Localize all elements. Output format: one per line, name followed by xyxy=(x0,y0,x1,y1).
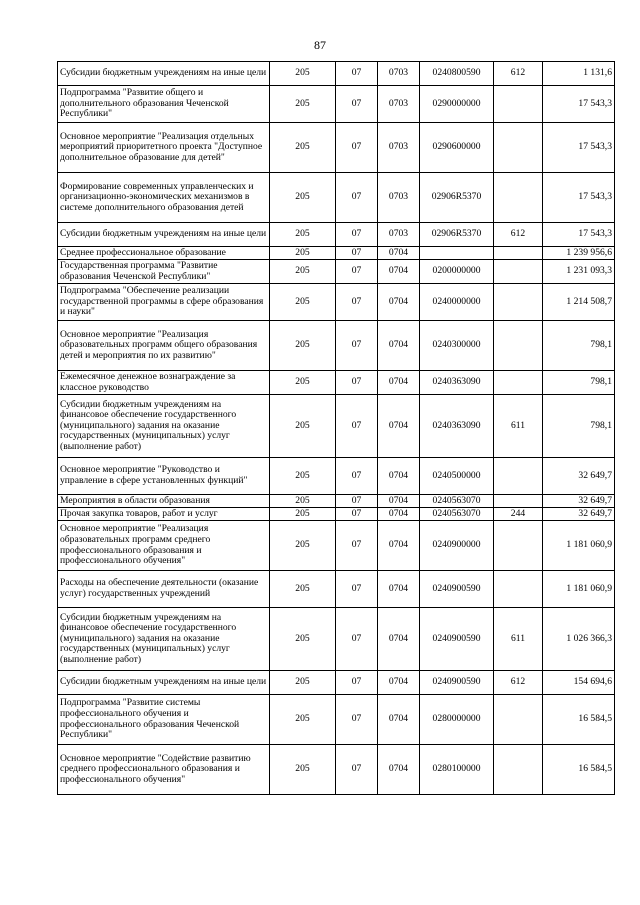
row-name: Подпрограмма "Развитие общего и дополнительного образования Чеченской Республики" xyxy=(58,86,270,123)
row-sum: 17 543,3 xyxy=(543,86,615,123)
table-row xyxy=(58,671,615,695)
row-sum: 1 214 508,7 xyxy=(543,284,615,321)
row-rz: 07 xyxy=(336,495,378,508)
row-csr: 0240800590 xyxy=(420,62,494,86)
row-name: Подпрограмма "Развитие системы профессионального обучения и профессионального образования Чеченской Республики" xyxy=(58,695,270,745)
row-prz: 0704 xyxy=(378,608,420,671)
row-csr: 0280100000 xyxy=(420,745,494,795)
row-rz: 07 xyxy=(336,745,378,795)
table-row xyxy=(58,284,615,321)
table-row xyxy=(58,695,615,745)
table-row xyxy=(58,395,615,458)
row-prz: 0704 xyxy=(378,695,420,745)
row-ved: 205 xyxy=(270,695,336,745)
table-row xyxy=(58,123,615,173)
row-rz: 07 xyxy=(336,371,378,395)
row-ved: 205 xyxy=(270,395,336,458)
row-rz: 07 xyxy=(336,123,378,173)
row-sum: 1 026 366,3 xyxy=(543,608,615,671)
row-ved: 205 xyxy=(270,260,336,284)
row-rz: 07 xyxy=(336,571,378,608)
row-ved: 205 xyxy=(270,458,336,495)
row-vr xyxy=(494,458,543,495)
row-ved: 205 xyxy=(270,321,336,371)
row-rz: 07 xyxy=(336,284,378,321)
row-name: Основное мероприятие "Реализация отдельных мероприятий приоритетного проекта "Доступное дополнительное образование для детей" xyxy=(58,123,270,173)
row-prz: 0704 xyxy=(378,458,420,495)
row-csr: 0240900590 xyxy=(420,671,494,695)
row-csr: 02906R5370 xyxy=(420,173,494,223)
row-prz: 0704 xyxy=(378,284,420,321)
table-row xyxy=(58,371,615,395)
row-prz: 0704 xyxy=(378,371,420,395)
row-ved: 205 xyxy=(270,571,336,608)
row-ved: 205 xyxy=(270,521,336,571)
table-row xyxy=(58,173,615,223)
row-rz: 07 xyxy=(336,521,378,571)
row-prz: 0704 xyxy=(378,521,420,571)
row-sum: 1 181 060,9 xyxy=(543,571,615,608)
row-rz: 07 xyxy=(336,508,378,521)
row-sum: 17 543,3 xyxy=(543,223,615,247)
table-row xyxy=(58,223,615,247)
row-vr xyxy=(494,571,543,608)
table-row xyxy=(58,321,615,371)
row-csr: 0240500000 xyxy=(420,458,494,495)
row-name: Среднее профессиональное образование xyxy=(58,247,270,260)
row-vr xyxy=(494,247,543,260)
row-rz: 07 xyxy=(336,62,378,86)
row-rz: 07 xyxy=(336,695,378,745)
row-sum: 154 694,6 xyxy=(543,671,615,695)
row-prz: 0704 xyxy=(378,395,420,458)
row-vr xyxy=(494,371,543,395)
row-vr xyxy=(494,284,543,321)
row-name: Субсидии бюджетным учреждениям на иные цели xyxy=(58,223,270,247)
row-prz: 0703 xyxy=(378,223,420,247)
row-sum: 16 584,5 xyxy=(543,695,615,745)
row-ved: 205 xyxy=(270,608,336,671)
row-name: Субсидии бюджетным учреждениям на финансовое обеспечение государственного (муниципального) задания на оказание государственных (муниципальных) услуг (выполнение работ) xyxy=(58,395,270,458)
row-ved: 205 xyxy=(270,745,336,795)
row-csr: 0240563070 xyxy=(420,508,494,521)
row-ved: 205 xyxy=(270,86,336,123)
table-row xyxy=(58,571,615,608)
row-prz: 0703 xyxy=(378,86,420,123)
row-csr: 0240900000 xyxy=(420,521,494,571)
row-vr: 244 xyxy=(494,508,543,521)
row-ved: 205 xyxy=(270,284,336,321)
row-sum: 32 649,7 xyxy=(543,495,615,508)
row-vr: 611 xyxy=(494,395,543,458)
row-csr: 0240363090 xyxy=(420,395,494,458)
page-number: 87 xyxy=(314,38,326,52)
row-vr xyxy=(494,321,543,371)
row-csr: 0290000000 xyxy=(420,86,494,123)
row-vr xyxy=(494,745,543,795)
row-ved: 205 xyxy=(270,223,336,247)
row-name: Основное мероприятие "Реализация образовательных программ среднего профессионального образования и профессионального обучения" xyxy=(58,521,270,571)
row-csr: 0240000000 xyxy=(420,284,494,321)
row-sum: 1 181 060,9 xyxy=(543,521,615,571)
row-csr: 0240300000 xyxy=(420,321,494,371)
row-sum: 798,1 xyxy=(543,395,615,458)
row-sum: 17 543,3 xyxy=(543,173,615,223)
row-sum: 16 584,5 xyxy=(543,745,615,795)
table-row xyxy=(58,745,615,795)
row-name: Субсидии бюджетным учреждениям на иные цели xyxy=(58,62,270,86)
row-ved: 205 xyxy=(270,671,336,695)
row-vr xyxy=(494,86,543,123)
row-ved: 205 xyxy=(270,508,336,521)
budget-table xyxy=(57,61,615,795)
row-vr xyxy=(494,123,543,173)
row-vr xyxy=(494,260,543,284)
row-csr: 0280000000 xyxy=(420,695,494,745)
row-sum: 798,1 xyxy=(543,371,615,395)
table-row xyxy=(58,608,615,671)
row-csr: 0240563070 xyxy=(420,495,494,508)
row-csr: 0240363090 xyxy=(420,371,494,395)
row-csr: 0200000000 xyxy=(420,260,494,284)
row-prz: 0704 xyxy=(378,260,420,284)
row-prz: 0703 xyxy=(378,123,420,173)
table-row xyxy=(58,62,615,86)
row-ved: 205 xyxy=(270,495,336,508)
row-rz: 07 xyxy=(336,608,378,671)
table-row xyxy=(58,247,615,260)
table-row xyxy=(58,508,615,521)
row-vr: 612 xyxy=(494,223,543,247)
row-rz: 07 xyxy=(336,223,378,247)
row-name: Мероприятия в области образования xyxy=(58,495,270,508)
row-prz: 0704 xyxy=(378,508,420,521)
row-vr: 612 xyxy=(494,62,543,86)
row-sum: 32 649,7 xyxy=(543,508,615,521)
row-prz: 0704 xyxy=(378,247,420,260)
row-rz: 07 xyxy=(336,260,378,284)
table-row xyxy=(58,521,615,571)
row-vr: 612 xyxy=(494,671,543,695)
row-prz: 0704 xyxy=(378,671,420,695)
row-vr xyxy=(494,495,543,508)
row-prz: 0704 xyxy=(378,495,420,508)
row-sum: 1 131,6 xyxy=(543,62,615,86)
row-name: Формирование современных управленческих и организационно-экономических механизмов в системе дополнительного образования детей xyxy=(58,173,270,223)
row-ved: 205 xyxy=(270,173,336,223)
row-prz: 0703 xyxy=(378,62,420,86)
row-name: Основное мероприятие "Реализация образовательных программ общего образования детей и мероприятия по их развитию" xyxy=(58,321,270,371)
row-rz: 07 xyxy=(336,321,378,371)
row-prz: 0704 xyxy=(378,571,420,608)
row-vr xyxy=(494,173,543,223)
row-rz: 07 xyxy=(336,458,378,495)
row-rz: 07 xyxy=(336,247,378,260)
row-sum: 32 649,7 xyxy=(543,458,615,495)
row-name: Основное мероприятие "Руководство и управление в сфере установленных функций" xyxy=(58,458,270,495)
row-prz: 0704 xyxy=(378,745,420,795)
row-ved: 205 xyxy=(270,247,336,260)
row-rz: 07 xyxy=(336,86,378,123)
row-vr: 611 xyxy=(494,608,543,671)
table-row xyxy=(58,495,615,508)
row-vr xyxy=(494,695,543,745)
row-sum: 1 231 093,3 xyxy=(543,260,615,284)
row-ved: 205 xyxy=(270,62,336,86)
row-rz: 07 xyxy=(336,671,378,695)
row-csr: 0240900590 xyxy=(420,571,494,608)
row-name: Подпрограмма "Обеспечение реализации государственной программы в сфере образования и науки" xyxy=(58,284,270,321)
row-name: Ежемесячное денежное вознаграждение за классное руководство xyxy=(58,371,270,395)
row-csr: 0240900590 xyxy=(420,608,494,671)
row-name: Субсидии бюджетным учреждениям на финансовое обеспечение государственного (муниципального) задания на оказание государственных (муниципальных) услуг (выполнение работ) xyxy=(58,608,270,671)
row-csr: 02906R5370 xyxy=(420,223,494,247)
row-csr xyxy=(420,247,494,260)
row-ved: 205 xyxy=(270,371,336,395)
row-prz: 0703 xyxy=(378,173,420,223)
table-row xyxy=(58,260,615,284)
row-rz: 07 xyxy=(336,173,378,223)
row-ved: 205 xyxy=(270,123,336,173)
row-name: Государственная программа "Развитие образования Чеченской Республики" xyxy=(58,260,270,284)
row-name: Основное мероприятие "Содействие развитию среднего профессионального образования и профессионального обучения" xyxy=(58,745,270,795)
row-name: Расходы на обеспечение деятельности (оказание услуг) государственных учреждений xyxy=(58,571,270,608)
row-prz: 0704 xyxy=(378,321,420,371)
table-row xyxy=(58,86,615,123)
row-name: Прочая закупка товаров, работ и услуг xyxy=(58,508,270,521)
row-sum: 1 239 956,6 xyxy=(543,247,615,260)
row-csr: 0290600000 xyxy=(420,123,494,173)
row-vr xyxy=(494,521,543,571)
row-name: Субсидии бюджетным учреждениям на иные цели xyxy=(58,671,270,695)
row-sum: 798,1 xyxy=(543,321,615,371)
row-rz: 07 xyxy=(336,395,378,458)
row-sum: 17 543,3 xyxy=(543,123,615,173)
table-row xyxy=(58,458,615,495)
